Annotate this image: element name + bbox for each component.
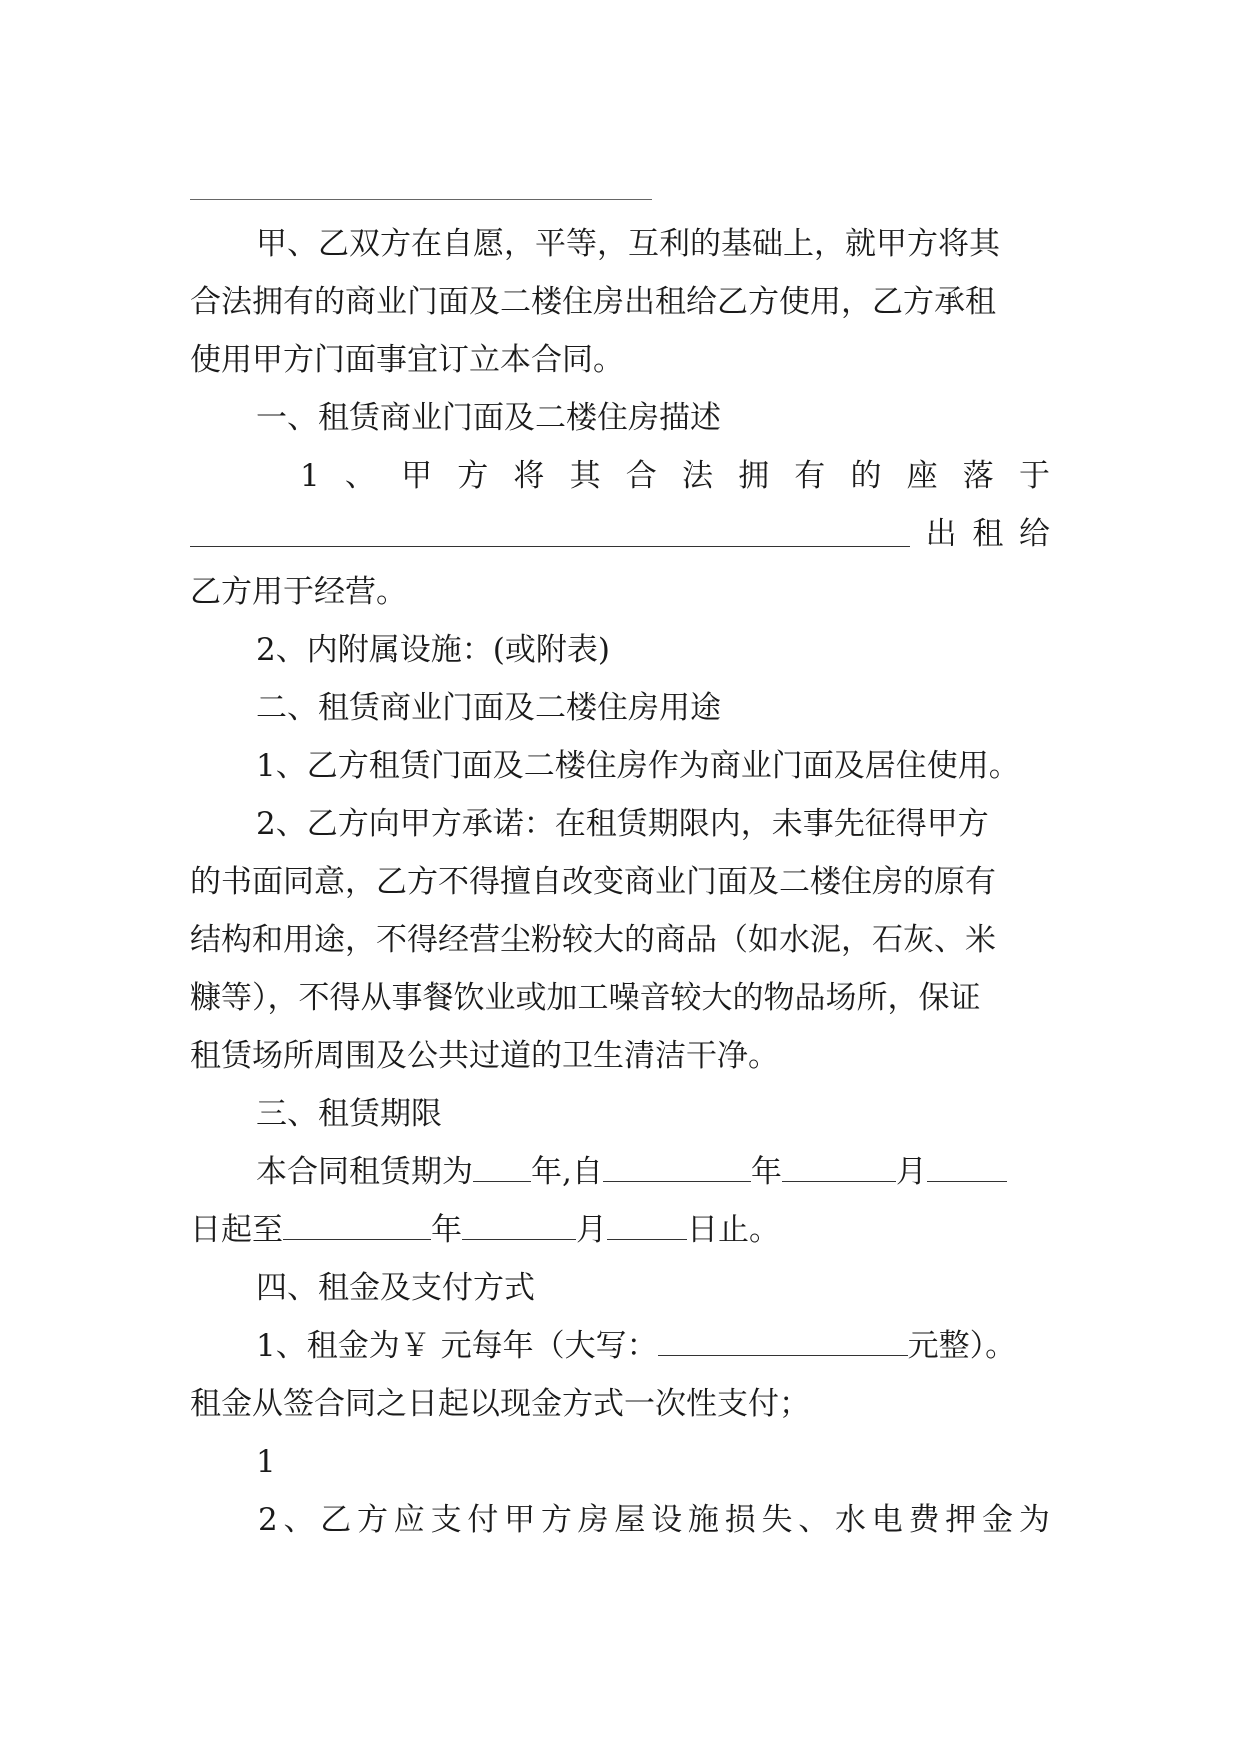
top-signature-line — [190, 199, 652, 200]
item-char: 出 — [925, 516, 957, 552]
item-char: 应 — [393, 1502, 425, 1538]
section-2-item-2-line-5: 租赁场所周围及公共过道的卫生清洁干净。 — [190, 1038, 779, 1074]
end-month-blank[interactable] — [462, 1209, 576, 1240]
section-2-heading: 二、租赁商业门面及二楼住房用途 — [256, 690, 721, 726]
start-year-blank[interactable] — [603, 1151, 751, 1182]
section-1-item-1-location — [190, 512, 1050, 556]
term-text: 月 — [895, 1154, 927, 1190]
section-1-heading: 一、租赁商业门面及二楼住房描述 — [256, 400, 721, 436]
section-4-item-1 — [190, 1324, 1096, 1368]
item-char: 、 — [344, 458, 376, 494]
start-month-blank[interactable] — [782, 1151, 896, 1182]
item-char: 为 — [1018, 1502, 1050, 1538]
section-2-item-2-line-1: 2、乙方向甲方承诺：在租赁期限内，未事先征得甲方 — [256, 806, 989, 842]
item-char: 其 — [569, 458, 601, 494]
item-char: 将 — [513, 458, 545, 494]
item-char: 费 — [908, 1502, 940, 1538]
item-char: 甲 — [401, 458, 433, 494]
term-text: 日止。 — [687, 1212, 780, 1248]
term-text: 年 — [750, 1154, 782, 1190]
item-char: 付 — [467, 1502, 499, 1538]
item-char: 方 — [357, 1502, 389, 1538]
section-2-item-1: 1、乙方租赁门面及二楼住房作为商业门面及居住使用。 — [256, 748, 1020, 784]
end-day-blank[interactable] — [607, 1209, 687, 1240]
item-char: 损 — [724, 1502, 756, 1538]
term-text: 年 — [431, 1212, 462, 1248]
item-char: 租 — [972, 516, 1004, 552]
section-4-item-1-line-2: 租金从签合同之日起以现金方式一次性支付； — [190, 1386, 810, 1422]
item-char: 、 — [283, 1502, 315, 1538]
term-text: 年,自 — [531, 1154, 603, 1190]
item-char: 电 — [871, 1502, 903, 1538]
item-char: 方 — [457, 458, 489, 494]
item-char: 法 — [681, 458, 713, 494]
item-char: 给 — [1018, 516, 1050, 552]
rent-text: 元整）。 — [907, 1328, 1017, 1364]
section-2-item-2-line-3: 结构和用途，不得经营尘粉较大的商品（如水泥，石灰、米 — [190, 922, 996, 958]
item-char: 设 — [651, 1502, 683, 1538]
intro-line-2: 合法拥有的商业门面及二楼住房出租给乙方使用，乙方承租 — [190, 284, 996, 320]
item-char: 落 — [962, 458, 994, 494]
intro-line-3: 使用甲方门面事宜订立本合同。 — [190, 342, 624, 378]
section-3-term-line-1 — [190, 1150, 1050, 1194]
section-4-item-2 — [258, 1498, 1050, 1542]
item-char: 拥 — [738, 458, 770, 494]
section-1-item-2: 2、内附属设施：(或附表) — [256, 632, 610, 668]
rent-amount-in-words-blank[interactable] — [658, 1325, 908, 1356]
item-char: 方 — [540, 1502, 572, 1538]
item-char: 施 — [687, 1502, 719, 1538]
section-2-item-2-line-4: 糠等），不得从事餐饮业或加工噪音较大的物品场所，保证 — [190, 980, 981, 1016]
item-char: 金 — [982, 1502, 1014, 1538]
section-4-heading: 四、租金及支付方式 — [256, 1270, 535, 1306]
item-char: 支 — [430, 1502, 462, 1538]
item-char: 甲 — [504, 1502, 536, 1538]
years-blank[interactable] — [473, 1151, 531, 1182]
start-day-blank[interactable] — [927, 1151, 1007, 1182]
item-char: 1 — [300, 458, 320, 494]
intro-line-1: 甲、乙双方在自愿，平等，互利的基础上，就甲方将其 — [256, 226, 1000, 262]
section-3-heading: 三、租赁期限 — [256, 1096, 442, 1132]
term-text: 日起至 — [190, 1212, 283, 1248]
item-char: 合 — [625, 458, 657, 494]
section-1-item-1 — [300, 454, 1050, 498]
section-2-item-2-line-2: 的书面同意，乙方不得擅自改变商业门面及二楼住房的原有 — [190, 864, 996, 900]
term-text: 本合同租赁期为 — [256, 1154, 473, 1190]
item-char: 座 — [906, 458, 938, 494]
item-char: 屋 — [614, 1502, 646, 1538]
page-number: 1 — [256, 1444, 276, 1480]
item-char: 的 — [850, 458, 882, 494]
item-char: 房 — [577, 1502, 609, 1538]
item-char: 有 — [794, 458, 826, 494]
location-blank[interactable] — [190, 512, 910, 547]
section-1-item-1-end: 乙方用于经营。 — [190, 574, 407, 610]
rent-text: 1、租金为￥ 元每年（大写： — [256, 1328, 658, 1364]
item-char: 于 — [1018, 458, 1050, 494]
term-text: 月 — [576, 1212, 607, 1248]
item-char: 失 — [761, 1502, 793, 1538]
item-char: 押 — [945, 1502, 977, 1538]
section-3-term-line-2 — [190, 1208, 1050, 1252]
end-year-blank[interactable] — [283, 1209, 431, 1240]
item-char: 乙 — [320, 1502, 352, 1538]
item-char: 2 — [258, 1502, 278, 1538]
item-char: 水 — [834, 1502, 866, 1538]
item-char: 、 — [798, 1502, 830, 1538]
